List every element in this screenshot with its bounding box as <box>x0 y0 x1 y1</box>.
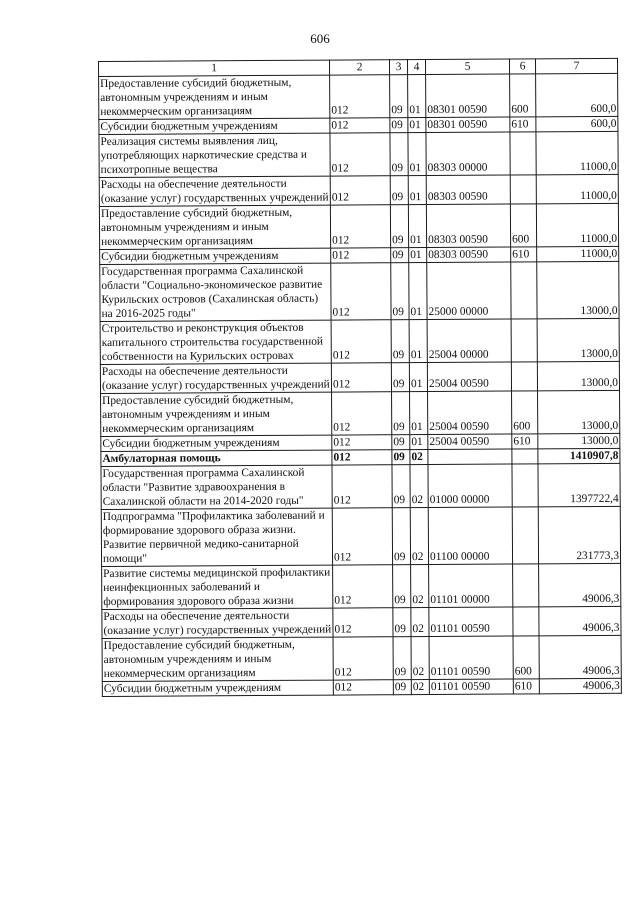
row-subsection: 01 <box>410 434 428 449</box>
row-name: Расходы на обеспечение деятельности (оказание услуг) государственных учреждений <box>100 177 329 205</box>
row-section: 09 <box>390 118 408 133</box>
row-expense-type: 610 <box>512 434 538 449</box>
row-admin-code: 012 <box>332 465 392 508</box>
row-name: Государственная программа Сахалинской области "Развитие здравоохранения в Сахалинской области на 2014-2020 годы" <box>101 465 332 509</box>
row-name: Развитие системы медицинской профилактики неинфекционных заболеваний и формирования здорового образа жизни <box>102 565 333 609</box>
row-amount: 11000,0 <box>536 203 618 247</box>
row-subsection: 01 <box>408 175 426 204</box>
row-subsection: 01 <box>410 391 428 434</box>
table-row <box>100 318 619 364</box>
row-subsection: 02 <box>411 564 429 607</box>
row-amount: 600,0 <box>536 116 618 132</box>
table-row <box>102 563 621 609</box>
row-target-article: 01101 00000 <box>429 564 513 608</box>
row-expense-type <box>511 319 537 362</box>
header-col-5: 5 <box>425 59 509 75</box>
row-admin-code: 012 <box>330 133 390 176</box>
row-admin-code: 012 <box>333 680 393 695</box>
row-target-article: 01101 00590 <box>429 607 513 637</box>
row-amount: 13000,0 <box>538 433 620 449</box>
row-admin-code: 012 <box>330 118 390 133</box>
table-row <box>99 203 618 249</box>
row-admin-code: 012 <box>332 508 392 565</box>
row-section: 09 <box>391 363 409 392</box>
row-subsection: 01 <box>408 204 426 247</box>
row-amount: 1410907,8 <box>538 448 620 464</box>
budget-table <box>98 58 622 697</box>
row-amount: 600,0 <box>536 73 618 117</box>
row-name: Субсидии бюджетным учреждениям <box>100 248 331 264</box>
row-section: 09 <box>390 205 408 248</box>
row-amount: 231773,3 <box>538 506 620 563</box>
row-amount: 11000,0 <box>536 174 618 204</box>
header-col-3: 3 <box>389 60 407 75</box>
row-admin-code: 012 <box>331 248 391 263</box>
row-expense-type: 610 <box>513 679 539 694</box>
row-section: 09 <box>393 565 411 608</box>
row-admin-code: 012 <box>331 263 391 320</box>
row-target-article: 08301 00590 <box>426 117 510 133</box>
header-col-6: 6 <box>509 59 535 74</box>
row-section: 09 <box>392 508 410 565</box>
row-expense-type: 610 <box>511 247 537 262</box>
page-number: 606 <box>310 31 330 46</box>
row-subsection: 02 <box>410 507 428 564</box>
table-row <box>99 174 618 206</box>
row-amount: 13000,0 <box>537 261 619 318</box>
header-col-7: 7 <box>535 58 617 74</box>
table-row <box>99 131 618 177</box>
row-target-article: 08303 00590 <box>427 247 511 263</box>
row-expense-type: 600 <box>510 74 536 117</box>
row-subsection: 01 <box>408 117 426 132</box>
table-row <box>101 506 620 566</box>
row-expense-type: 610 <box>510 117 536 132</box>
row-amount: 49006,3 <box>539 606 621 636</box>
row-admin-code: 012 <box>332 435 392 450</box>
row-target-article: 25004 00590 <box>428 434 512 450</box>
row-subsection: 02 <box>411 607 429 636</box>
row-expense-type <box>512 449 538 464</box>
row-name: Строительство и реконструкция объектов капитального строительства государственной собственности на Курильских островах <box>100 320 331 364</box>
row-expense-type <box>510 132 536 175</box>
row-admin-code: 012 <box>331 363 391 392</box>
row-amount: 49006,3 <box>539 563 621 607</box>
row-target-article: 01101 00590 <box>429 636 513 680</box>
row-name: Субсидии бюджетным учреждениям <box>101 435 332 451</box>
row-target-article <box>428 449 512 465</box>
row-expense-type <box>513 564 539 607</box>
row-subsection: 02 <box>410 449 428 464</box>
row-expense-type: 600 <box>512 391 538 434</box>
row-section: 09 <box>392 392 410 435</box>
row-subsection: 01 <box>408 132 426 175</box>
row-section: 09 <box>390 75 408 118</box>
row-subsection: 02 <box>411 636 429 679</box>
row-section: 09 <box>392 465 410 508</box>
row-name: Государственная программа Сахалинской области "Социально-экономическое развитие Курильских островов (Сахалинская область) на 2016-2025 годы" <box>100 263 331 321</box>
row-target-article: 01101 00590 <box>429 679 513 695</box>
row-admin-code: 012 <box>333 608 393 637</box>
row-admin-code: 012 <box>333 637 393 680</box>
row-subsection: 01 <box>409 262 427 319</box>
row-name: Субсидии бюджетным учреждениям <box>102 680 333 696</box>
row-admin-code: 012 <box>332 392 392 435</box>
row-amount: 13000,0 <box>537 361 619 391</box>
row-subsection: 01 <box>409 247 427 262</box>
row-admin-code: 012 <box>330 176 390 205</box>
row-amount: 49006,3 <box>539 635 621 679</box>
row-expense-type <box>511 262 537 319</box>
row-expense-type <box>510 175 536 204</box>
row-amount: 11000,0 <box>536 131 618 175</box>
row-target-article: 08301 00590 <box>426 74 510 118</box>
row-name: Предоставление субсидий бюджетным, автономным учреждениям и иным некоммерческим организациям <box>102 637 333 681</box>
row-section: 09 <box>392 435 410 450</box>
row-name: Амбулаторная помощь <box>101 450 332 466</box>
row-section: 09 <box>391 263 409 320</box>
row-target-article: 08303 00590 <box>426 204 510 248</box>
header-col-2: 2 <box>329 60 389 75</box>
row-subsection: 01 <box>409 362 427 391</box>
row-admin-code: 012 <box>333 565 393 608</box>
row-section: 09 <box>390 133 408 176</box>
row-name: Расходы на обеспечение деятельности (оказание услуг) государственных учреждений <box>103 609 332 637</box>
row-admin-code: 012 <box>330 75 390 118</box>
table-row <box>99 73 618 119</box>
row-name: Реализация системы выявления лиц, употребляющих наркотические средства и психотропные вещества <box>99 133 330 177</box>
row-section: 09 <box>392 450 410 465</box>
row-name: Подпрограмма "Профилактика заболеваний и формирование здорового образа жизни. Развитие первичной медико-санитарной помощи" <box>101 508 332 566</box>
table-row <box>100 361 619 393</box>
row-section: 09 <box>393 680 411 695</box>
row-target-article: 01100 00000 <box>428 507 512 565</box>
row-target-article: 01000 00000 <box>428 464 512 508</box>
row-name: Субсидии бюджетным учреждениям <box>99 118 330 134</box>
row-target-article: 25004 00000 <box>427 319 511 363</box>
row-amount: 49006,3 <box>539 678 621 694</box>
row-admin-code: 012 <box>330 205 390 248</box>
table-row <box>102 606 621 638</box>
row-admin-code: 012 <box>331 320 391 363</box>
row-name: Расходы на обеспечение деятельности (оказание услуг) государственных учреждений <box>101 364 330 392</box>
row-section: 09 <box>391 320 409 363</box>
row-section: 09 <box>393 637 411 680</box>
row-amount: 1397722,4 <box>538 463 620 507</box>
row-name: Предоставление субсидий бюджетным, автономным учреждениям и иным некоммерческим организациям <box>99 205 330 249</box>
row-name: Предоставление субсидий бюджетным, автономным учреждениям и иным некоммерческим организациям <box>99 75 330 119</box>
row-expense-type <box>511 362 537 391</box>
table-row <box>101 463 620 509</box>
row-section: 09 <box>393 608 411 637</box>
header-col-4: 4 <box>407 59 425 74</box>
row-subsection: 02 <box>410 464 428 507</box>
row-name: Предоставление субсидий бюджетным, автономным учреждениям и иным некоммерческим организациям <box>101 392 332 436</box>
row-expense-type <box>513 607 539 636</box>
table-row <box>100 261 619 321</box>
row-amount: 13000,0 <box>537 318 619 362</box>
row-target-article: 08303 00000 <box>426 132 510 176</box>
row-subsection: 02 <box>411 679 429 694</box>
row-expense-type <box>512 464 538 507</box>
row-subsection: 01 <box>408 74 426 117</box>
row-section: 09 <box>391 248 409 263</box>
header-col-1: 1 <box>99 60 330 76</box>
row-subsection: 01 <box>409 319 427 362</box>
row-section: 09 <box>390 176 408 205</box>
table-row <box>101 390 620 436</box>
row-amount: 11000,0 <box>537 246 619 262</box>
row-target-article: 08303 00590 <box>426 175 510 205</box>
table-row <box>102 635 621 681</box>
row-expense-type: 600 <box>513 636 539 679</box>
row-target-article: 25000 00000 <box>427 262 511 320</box>
row-target-article: 25004 00590 <box>428 391 512 435</box>
row-amount: 13000,0 <box>538 390 620 434</box>
row-expense-type: 600 <box>510 204 536 247</box>
row-target-article: 25004 00590 <box>427 362 511 392</box>
row-expense-type <box>512 507 538 564</box>
row-admin-code: 012 <box>332 450 392 465</box>
table-row <box>102 678 621 696</box>
